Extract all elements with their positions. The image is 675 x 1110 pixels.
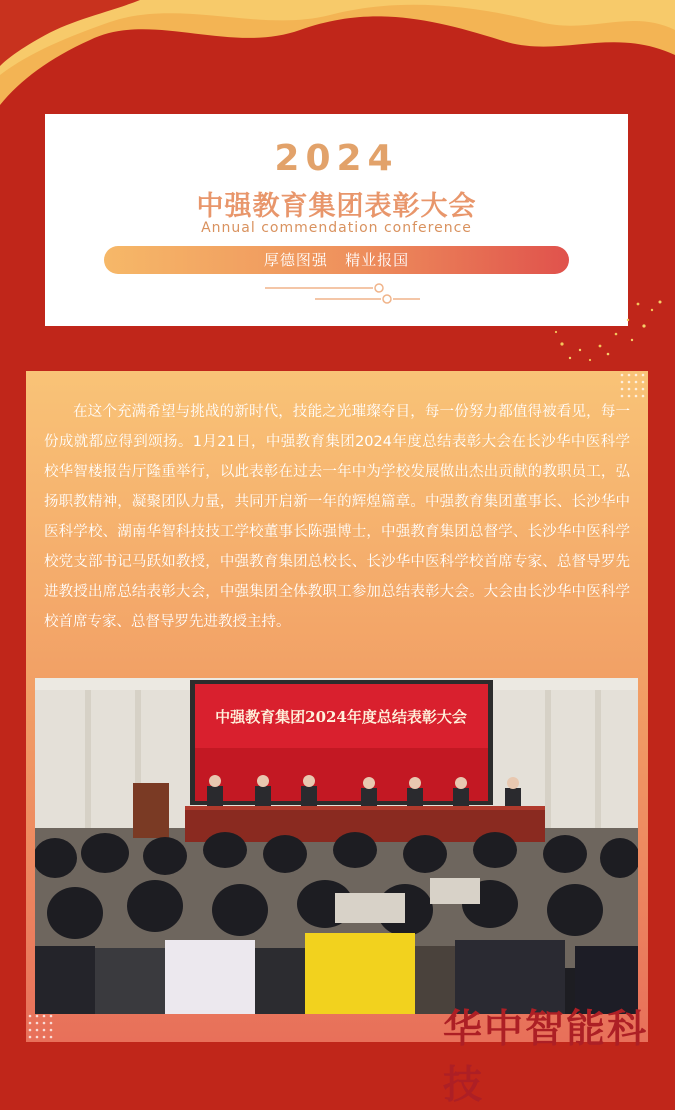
year-heading: 2024 xyxy=(274,138,399,179)
corner-dots xyxy=(26,1012,56,1042)
main-title: 中强教育集团表彰大会 xyxy=(196,191,477,222)
article-body: 在这个充满希望与挑战的新时代，技能之光璀璨夺目，每一份努力都值得被看见，每一份成就都应得到颂扬。1月21日，中强教育集团2024年度总结表彰大会在长沙华中医科学校华智楼报告厅隆重举行，以此表彰在过去一年中为学校发展做出杰出贡献的教职员工，弘扬职教精神，凝聚团队力量，共同开启新一年的辉煌篇章。中强教育集团董事长、长沙华中医科学校、湖南华智科技技工学校董事长陈强博士，中强教育集团总督学、长沙华中医科学校党支部书记马跃如教授，中强教育集团总校长、长沙华中医科学校首席专家、总督导罗先进教授出席总结表彰大会，中强集团全体教职工参加总结表彰大会。大会由长沙华中医科学校首席专家、总督导罗先进教授主持。 xyxy=(44,404,630,630)
slogan-banner: 厚德图强 精业报国 xyxy=(104,246,569,274)
sparkle-decoration xyxy=(540,290,675,370)
article-card xyxy=(26,371,648,1042)
decorative-lines xyxy=(255,282,425,306)
screen-banner-text: 中强教育集团2024年度总结表彰大会 xyxy=(215,708,467,726)
conference-photo xyxy=(35,678,638,1014)
top-wave-decoration xyxy=(0,0,675,110)
english-subtitle: Annual commendation conference xyxy=(201,220,472,236)
watermark-text: 华中智能科技 xyxy=(443,1007,649,1108)
